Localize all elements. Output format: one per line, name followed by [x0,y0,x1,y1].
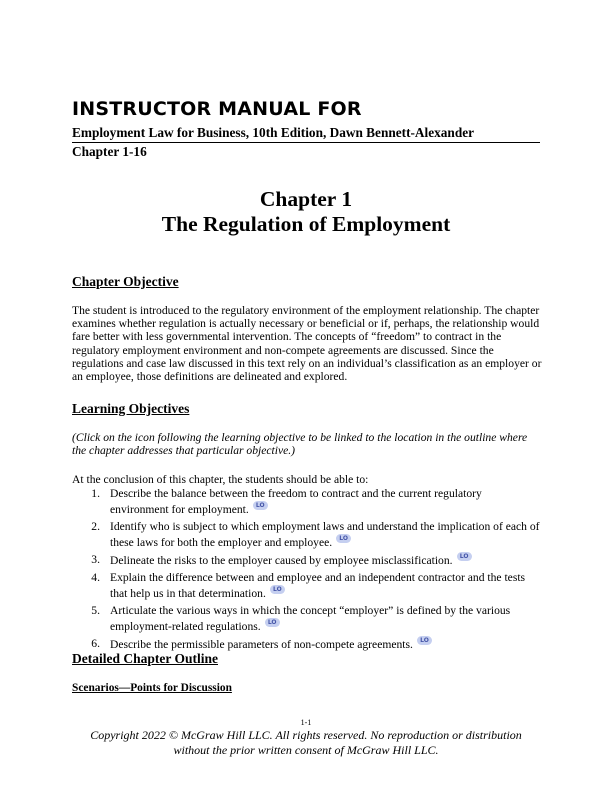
learning-objectives-intro: At the conclusion of this chapter, the students should be able to: [72,473,369,486]
book-title-line: Employment Law for Business, 10th Edition, Dawn Bennett-Alexander [72,125,540,143]
learning-objective-text: Explain the difference between and employee and an independent contractor and the tests that help us in that determination. [110,571,526,600]
learning-objective-text: Delineate the risks to the employer caused by employee misclassification. [110,554,453,567]
scenarios-subheading: Scenarios—Points for Discussion [72,682,232,694]
lo-link-icon[interactable]: LO [457,552,472,561]
learning-objective-number: 4. [91,571,100,584]
chapter-range: Chapter 1-16 [72,144,147,159]
learning-objective-number: 1. [91,487,100,500]
copyright-line-2: without the prior written consent of McGraw Hill LLC. [173,743,439,757]
learning-objectives-heading: Learning Objectives [72,401,190,416]
learning-objective-text: Identify who is subject to which employment laws and understand the implication of each of these laws for both the employer and employee. [110,520,540,549]
chapter-title: The Regulation of Employment [161,212,451,236]
learning-objective-text: Describe the balance between the freedom to contract and the current regulatory environment for employment. [110,487,482,516]
learning-objectives-list [72,486,542,654]
learning-objective-item [72,552,542,568]
learning-objective-number: 2. [91,520,100,533]
copyright-notice [0,728,612,758]
learning-objectives-instruction: (Click on the icon following the learning objective to be linked to the location in the outline where the chapter addresses that particular objective.) [72,431,528,458]
learning-objective-item [72,486,542,517]
chapter-objective-text: The student is introduced to the regulatory environment of the employment relationship. The chapter examines whether regulation is actually necessary or beneficial or if, perhaps, the relationship would fare better with less governmental intervention. The concepts of “freedom” to contract in the regulatory employment environment and non-compete agreements are discussed. Since the regulations and case law discussed in this text rely on an individual’s classification as an employer or an employee, those definitions are delineated and explored. [72,304,542,384]
learning-objective-number: 5. [91,604,100,617]
detailed-outline-heading: Detailed Chapter Outline [72,651,218,666]
manual-title: INSTRUCTOR MANUAL FOR [72,98,362,120]
page-number: 1-1 [300,718,312,727]
learning-objective-item [72,603,542,634]
lo-link-icon[interactable]: LO [270,585,285,594]
learning-objective-text: Articulate the various ways in which the concept “employer” is defined by the various employment-related regulations. [110,604,511,633]
learning-objective-item [72,636,542,652]
lo-link-icon[interactable]: LO [417,636,432,645]
copyright-line-1: Copyright 2022 © McGraw Hill LLC. All rights reserved. No reproduction or distribution [90,728,522,742]
lo-link-icon[interactable]: LO [265,618,280,627]
learning-objective-item [72,519,542,550]
chapter-objective-heading: Chapter Objective [72,274,179,289]
lo-link-icon[interactable]: LO [253,501,268,510]
learning-objective-item [72,570,542,601]
learning-objective-text: Describe the permissible parameters of non-compete agreements. [110,638,413,651]
learning-objective-number: 3. [91,553,100,566]
lo-link-icon[interactable]: LO [336,534,351,543]
chapter-number: Chapter 1 [259,187,353,211]
learning-objective-number: 6. [91,637,100,650]
